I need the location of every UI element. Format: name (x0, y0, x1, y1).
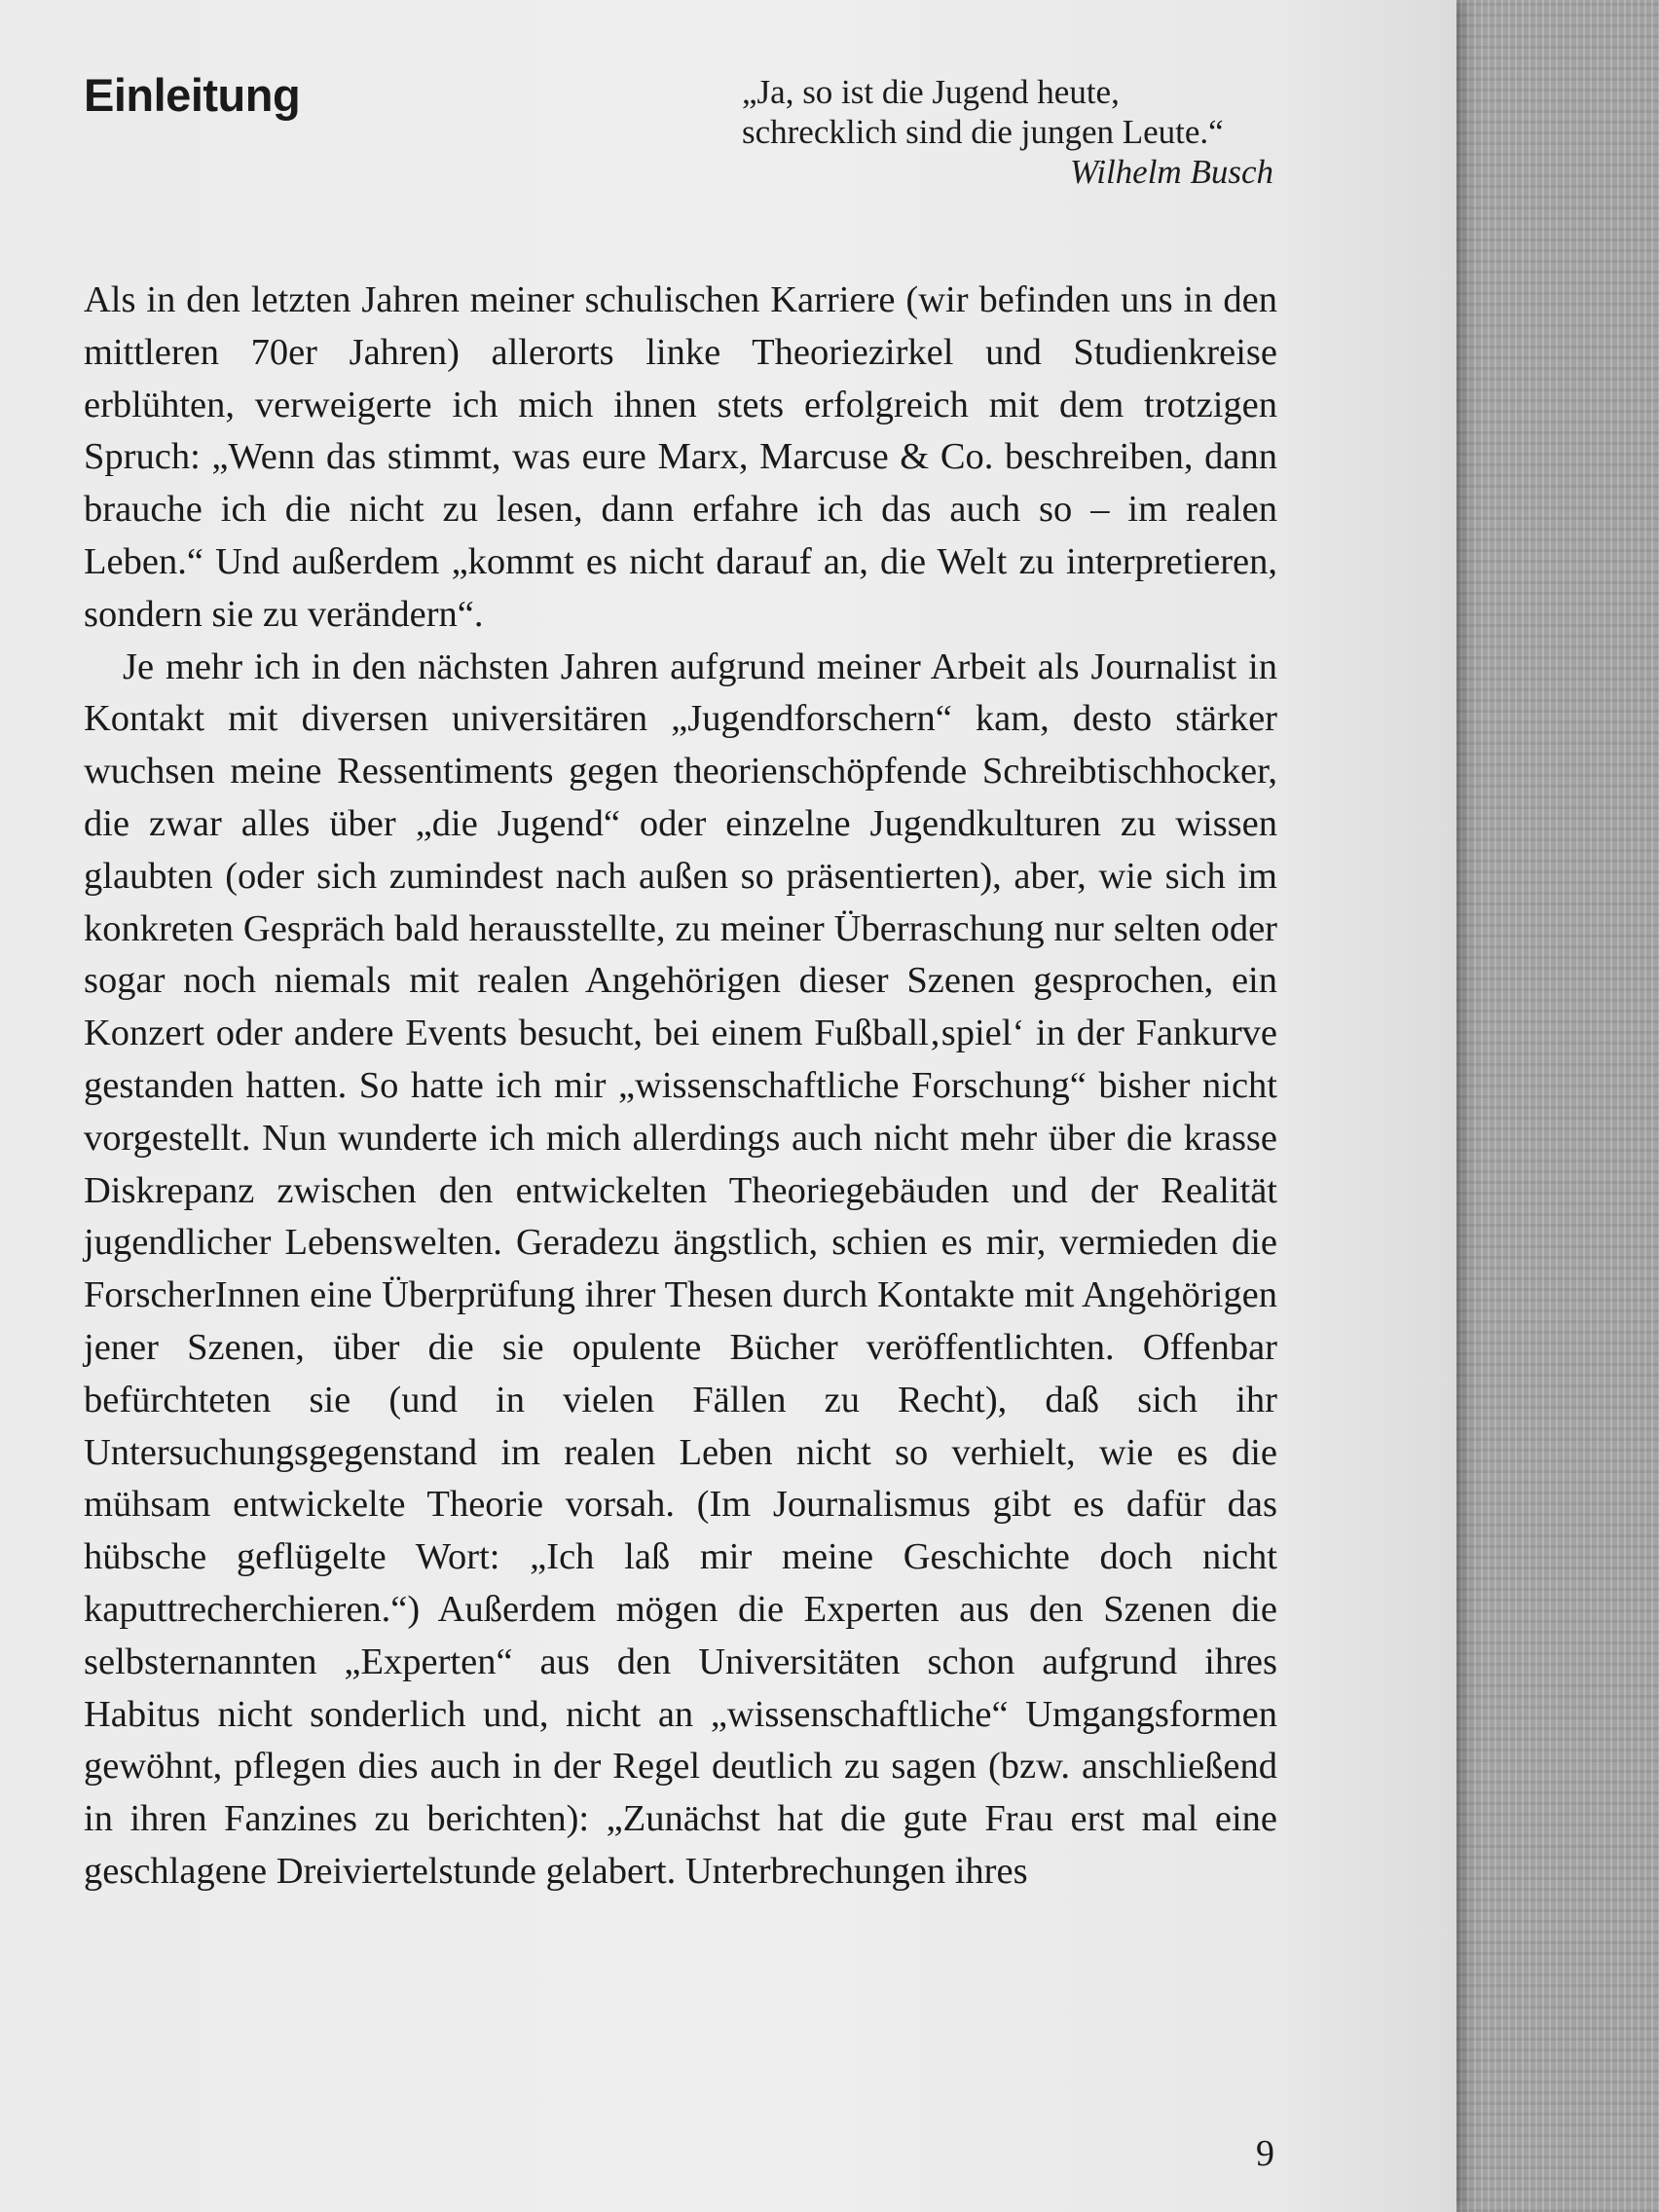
body-text (84, 275, 1277, 1899)
epigraph (742, 72, 1273, 192)
chapter-heading: Einleitung (84, 69, 301, 121)
epigraph-line-1: „Ja, so ist die Jugend heute, (742, 73, 1120, 111)
epigraph-author: Wilhelm Busch (1070, 153, 1273, 191)
paragraph-2: Je mehr ich in den nächsten Jahren aufgrund meiner Arbeit als Journalist in Kontakt mit diversen universitären „Jugendforschern“ kam, desto stärker wuchsen meine Ressentiments gegen theorienschöpfende Schreibtischhocker, die zwar alles über „die Jugend“ oder einzelne Jugendkulturen zu wissen glaubten (oder sich zumindest nach außen so präsentierten), aber, wie sich im konkreten Gespräch bald herausstellte, zu meiner Überraschung nur selten oder sogar noch niemals mit realen Angehörigen dieser Szenen gesprochen, ein Konzert oder andere Events besucht, bei einem Fußball‚spiel‘ in der Fankurve gestanden hatten. So hatte ich mir „wissenschaftliche Forschung“ bisher nicht vorgestellt. Nun wunderte ich mich allerdings auch nicht mehr über die krasse Diskrepanz zwischen den entwickelten Theoriegebäuden und der Realität jugendlicher Lebenswelten. Geradezu ängstlich, schien es mir, vermieden die ForscherInnen eine Überprüfung ihrer Thesen durch Kontakte mit Angehörigen jener Szenen, über die sie opulente Bücher veröffentlichten. Offenbar befürchteten sie (und in vielen Fällen zu Recht), daß sich ihr Untersuchungsgegenstand im realen Leben nicht so verhielt, wie es die mühsam entwickelte Theorie vorsah. (Im Journalismus gibt es dafür das hübsche geflügelte Wort: „Ich laß mir meine Geschichte doch nicht kaputtrecherchieren.“) Außerdem mögen die Experten aus den Szenen die selbsternannten „Experten“ aus den Universitäten schon aufgrund ihres Habitus nicht sonderlich und, nicht an „wissenschaftliche“ Umgangsformen gewöhnt, pflegen dies auch in der Regel deutlich zu sagen (bzw. anschließend in ihren Fanzines zu berichten): „Zunächst hat die gute Frau erst mal eine geschlagene Dreiviertelstunde gelabert. Unterbrechungen ihres (84, 645, 1277, 1892)
epigraph-line-2: schrecklich sind die jungen Leute.“ (742, 113, 1224, 151)
paragraph-1: Als in den letzten Jahren meiner schulischen Karriere (wir befinden uns in den mittleren 70er Jahren) allerorts linke Theoriezirkel und Studienkreise erblühten, verweigerte ich mich ihnen stets erfolgreich mit dem trotzigen Spruch: „Wenn das stimmt, was eure Marx, Marcuse & Co. beschreiben, dann brauche ich die nicht zu lesen, dann erfahre ich das auch so – im realen Leben.“ Und außerdem „kommt es nicht darauf an, die Welt zu interpretieren, sondern sie zu verändern“. (84, 279, 1277, 635)
page-number: 9 (1256, 2133, 1274, 2174)
background-fabric (1447, 0, 1659, 2212)
